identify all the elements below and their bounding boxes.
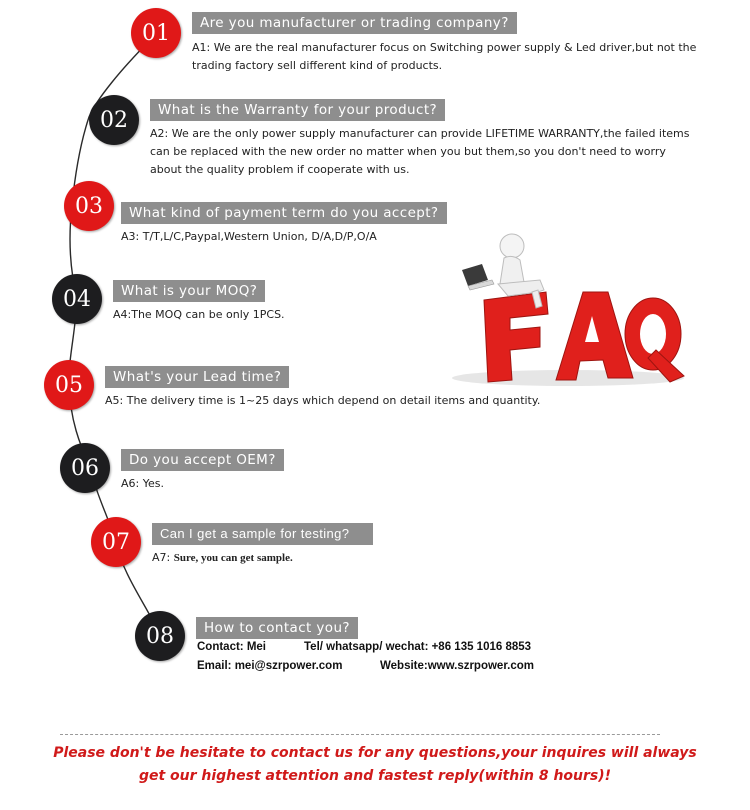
question-05: What's your Lead time? xyxy=(105,366,289,388)
faq-letter-q xyxy=(625,298,684,382)
answer-07-prefix: A7: xyxy=(152,551,171,564)
answer-05: A5: The delivery time is 1~25 days which depend on detail items and quantity. xyxy=(105,394,541,407)
question-08: How to contact you? xyxy=(196,617,358,639)
contact-email: Email: mei@szrpower.com xyxy=(197,660,343,672)
contact-phone: Tel/ whatsapp/ wechat: +86 135 1016 8853 xyxy=(304,641,532,653)
question-04: What is your MOQ? xyxy=(113,280,265,302)
footer-line-1: Please don't be hesitate to contact us for any questions,your inquires will always xyxy=(53,745,697,761)
number-badge-03: 03 xyxy=(64,181,114,231)
faq-letter-a xyxy=(556,292,633,380)
answer-07 xyxy=(152,549,293,567)
number-badge-01: 01 xyxy=(131,8,181,58)
question-02: What is the Warranty for your product? xyxy=(150,99,445,121)
answer-03: A3: T/T,L/C,Paypal,Western Union, D/A,D/P,O/A xyxy=(121,230,377,243)
number-badge-06: 06 xyxy=(60,443,110,493)
number-badge-08: 08 xyxy=(135,611,185,661)
answer-06: A6: Yes. xyxy=(121,477,164,490)
contact-website: Website:www.szrpower.com xyxy=(380,660,535,672)
number-badge-04: 04 xyxy=(52,274,102,324)
question-03: What kind of payment term do you accept? xyxy=(121,202,447,224)
question-07: Can I get a sample for testing? xyxy=(152,523,373,545)
answer-02: A2: We are the only power supply manufacturer can provide LIFETIME WARRANTY,the failed items can be replaced with the new order no matter when you but them,so you don't need to worry about the quality problem if cooperate with us. xyxy=(150,127,690,176)
question-01: Are you manufacturer or trading company? xyxy=(192,12,517,34)
answer-04: A4:The MOQ can be only 1PCS. xyxy=(113,308,285,321)
faq-illustration xyxy=(448,230,688,390)
contact-name: Contact: Mei xyxy=(197,641,266,653)
divider-dashed xyxy=(60,734,660,735)
footer-line-2: get our highest attention and fastest reply(within 8 hours)! xyxy=(138,768,612,784)
answer-01: A1: We are the real manufacturer focus on Switching power supply & Led driver,but not the trading factory sell different kind of products. xyxy=(192,41,697,72)
question-06: Do you accept OEM? xyxy=(121,449,284,471)
number-badge-02: 02 xyxy=(89,95,139,145)
number-badge-07: 07 xyxy=(91,517,141,567)
number-badge-05: 05 xyxy=(44,360,94,410)
answer-07-text: Sure, you can get sample. xyxy=(173,552,293,564)
